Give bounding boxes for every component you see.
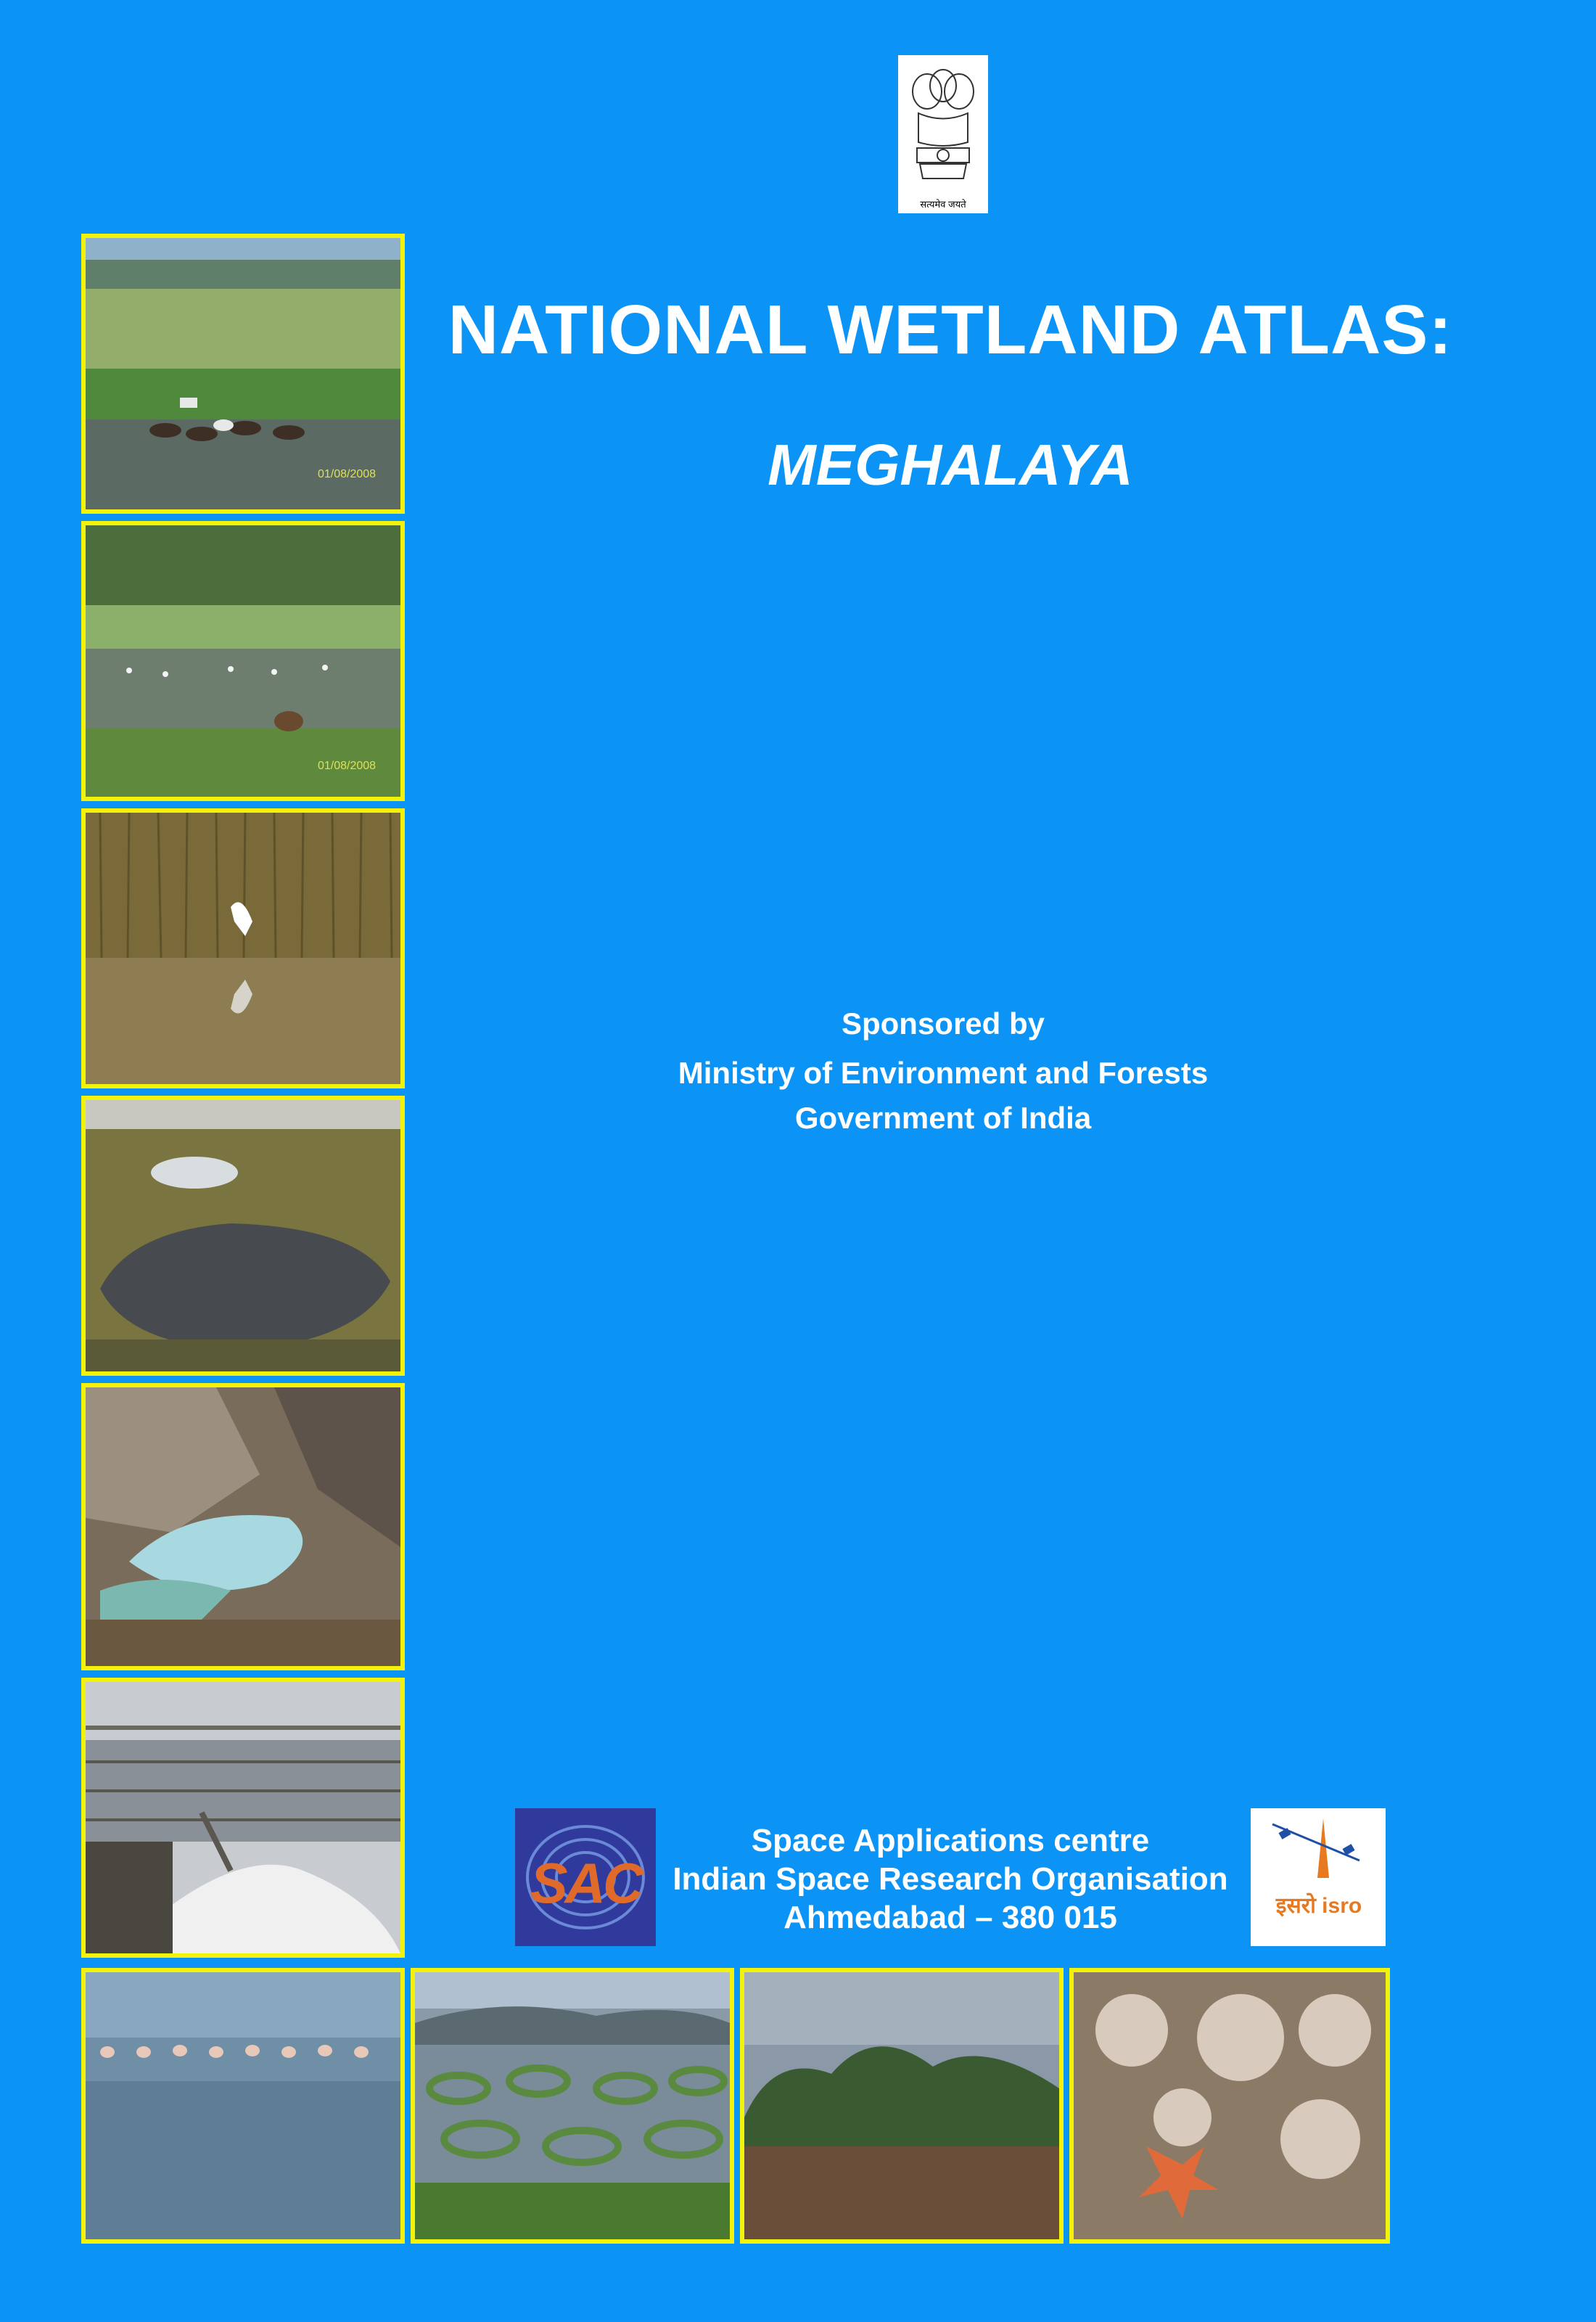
sac-logo-text: SAC: [530, 1851, 641, 1915]
emblem-motto: सत्यमेव जयते: [920, 199, 966, 210]
publisher-centre: Space Applications centre: [751, 1823, 1150, 1858]
sponsor-ministry: Ministry of Environment and Forests: [678, 1056, 1209, 1090]
publisher-address: Ahmedabad – 380 015: [783, 1900, 1117, 1935]
photo1-date: 01/08/2008: [318, 468, 377, 480]
sponsor-government: Government of India: [794, 1101, 1092, 1135]
publisher-organisation: Indian Space Research Organisation: [672, 1861, 1228, 1897]
sponsor-block: [508, 1001, 1378, 1141]
isro-logo: [1251, 1808, 1386, 1946]
photo-mangroves: [740, 1968, 1064, 2244]
atlas-title: NATIONAL WETLAND ATLAS:: [448, 291, 1453, 369]
publisher-block: [653, 1821, 1248, 1937]
national-emblem: [898, 55, 988, 213]
photo-egret-reeds: [81, 808, 405, 1088]
isro-rocket-icon: [1251, 1808, 1386, 1888]
isro-logo-text: इसरो isro: [1275, 1894, 1362, 1918]
photo-wetland-birds: [81, 521, 405, 801]
photo-flamingos: [81, 1968, 405, 2244]
photo-coral-starfish: [1069, 1968, 1390, 2244]
photo-frozen-lake: [81, 1383, 405, 1670]
national-emblem-icon: [898, 55, 988, 193]
sac-logo: [515, 1808, 656, 1946]
photo-salt-pans: [81, 1678, 405, 1958]
photo-wetland-ducks: [81, 234, 405, 514]
sponsor-label: Sponsored by: [841, 1006, 1045, 1041]
photo2-date: 01/08/2008: [318, 760, 377, 772]
atlas-subtitle: MEGHALAYA: [768, 432, 1133, 497]
photo-floating-islands: [411, 1968, 734, 2244]
photo-mountain-lakes: [81, 1096, 405, 1376]
